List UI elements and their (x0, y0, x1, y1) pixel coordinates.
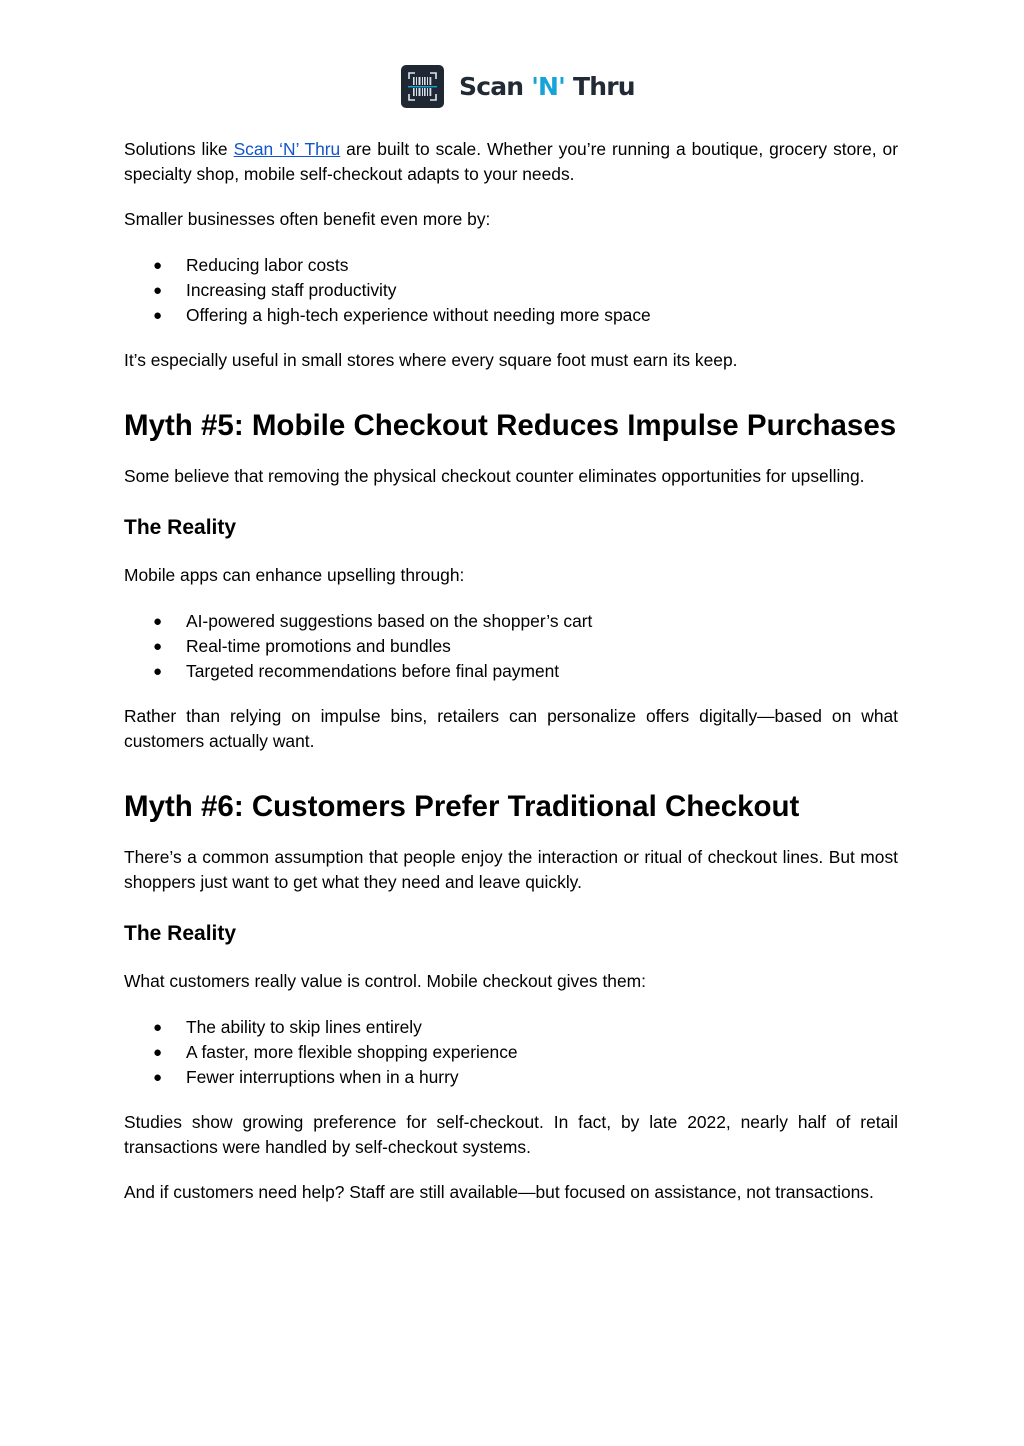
myth5-body: Some believe that removing the physical checkout counter eliminates opportunities for upselling. (124, 466, 865, 486)
bullet: ● (153, 613, 163, 630)
brand-word-end: Thru (565, 71, 635, 101)
list-item-text: Increasing staff productivity (186, 280, 397, 300)
list-item (124, 1015, 898, 1040)
intro-suffix: are built to scale. Whether you’re running a boutique, grocery store, or specialty shop, mobile self-checkout adapts to your needs. (124, 139, 898, 184)
myth5-heading: Myth #5: Mobile Checkout Reduces Impulse Purchases (124, 409, 897, 442)
intro-prefix: Solutions like (124, 139, 234, 159)
myth6-reality-list (124, 1015, 898, 1090)
brand-word-main: Scan (459, 71, 532, 101)
intro-paragraph (124, 137, 898, 187)
myth6-reality-lead: What customers really value is control. Mobile checkout gives them: (124, 971, 646, 991)
bullet: ● (153, 307, 163, 324)
myth6-heading: Myth #6: Customers Prefer Traditional Checkout (124, 790, 800, 823)
list-item (124, 253, 898, 278)
list-item-text: Fewer interruptions when in a hurry (186, 1067, 459, 1087)
list-item-text: AI-powered suggestions based on the shopper’s cart (186, 611, 593, 631)
myth6-body: There’s a common assumption that people enjoy the interaction or ritual of checkout lines. But most shoppers just want to get what they need and leave quickly. (124, 847, 898, 892)
myth5-reality-list (124, 609, 898, 684)
bullet: ● (153, 257, 163, 274)
list-item-text: A faster, more flexible shopping experience (186, 1042, 518, 1062)
list-item (124, 609, 898, 634)
bullet: ● (153, 1069, 163, 1086)
brand-logo (401, 64, 635, 108)
bullet: ● (153, 1044, 163, 1061)
myth5-reality-heading: The Reality (124, 516, 237, 539)
list-item-text: The ability to skip lines entirely (186, 1017, 422, 1037)
list-item (124, 1065, 898, 1090)
document-body (124, 137, 898, 1205)
brand-word-accent: 'N' (531, 71, 566, 101)
bullet: ● (153, 663, 163, 680)
bullet: ● (153, 282, 163, 299)
myth6-studies: Studies show growing preference for self-checkout. In fact, by late 2022, nearly half of retail transactions were handled by self-checkout systems. (124, 1112, 898, 1157)
myth6-help: And if customers need help? Staff are still available—but focused on assistance, not transactions. (124, 1182, 874, 1202)
list-item (124, 634, 898, 659)
list-item-text: Reducing labor costs (186, 255, 349, 275)
list-item (124, 1040, 898, 1065)
list-item-text: Real-time promotions and bundles (186, 636, 451, 656)
bullet: ● (153, 1019, 163, 1036)
list-item (124, 303, 898, 328)
myth5-reality-lead: Mobile apps can enhance upselling through: (124, 565, 465, 585)
small-biz-list (124, 253, 898, 328)
bullet: ● (153, 638, 163, 655)
myth5-reality-closing: Rather than relying on impulse bins, retailers can personalize offers digitally—based on what customers actually want. (124, 706, 898, 751)
small-biz-lead: Smaller businesses often benefit even more by: (124, 209, 491, 229)
scan-n-thru-link[interactable]: Scan ‘N’ Thru (233, 139, 341, 159)
barcode-scan-icon (401, 65, 444, 108)
list-item-text: Targeted recommendations before final payment (186, 661, 560, 681)
list-item (124, 278, 898, 303)
list-item (124, 659, 898, 684)
small-biz-closing: It’s especially useful in small stores where every square foot must earn its keep. (124, 350, 738, 370)
myth6-reality-heading: The Reality (124, 922, 237, 945)
list-item-text: Offering a high-tech experience without needing more space (186, 305, 651, 325)
brand-wordmark (459, 72, 635, 101)
